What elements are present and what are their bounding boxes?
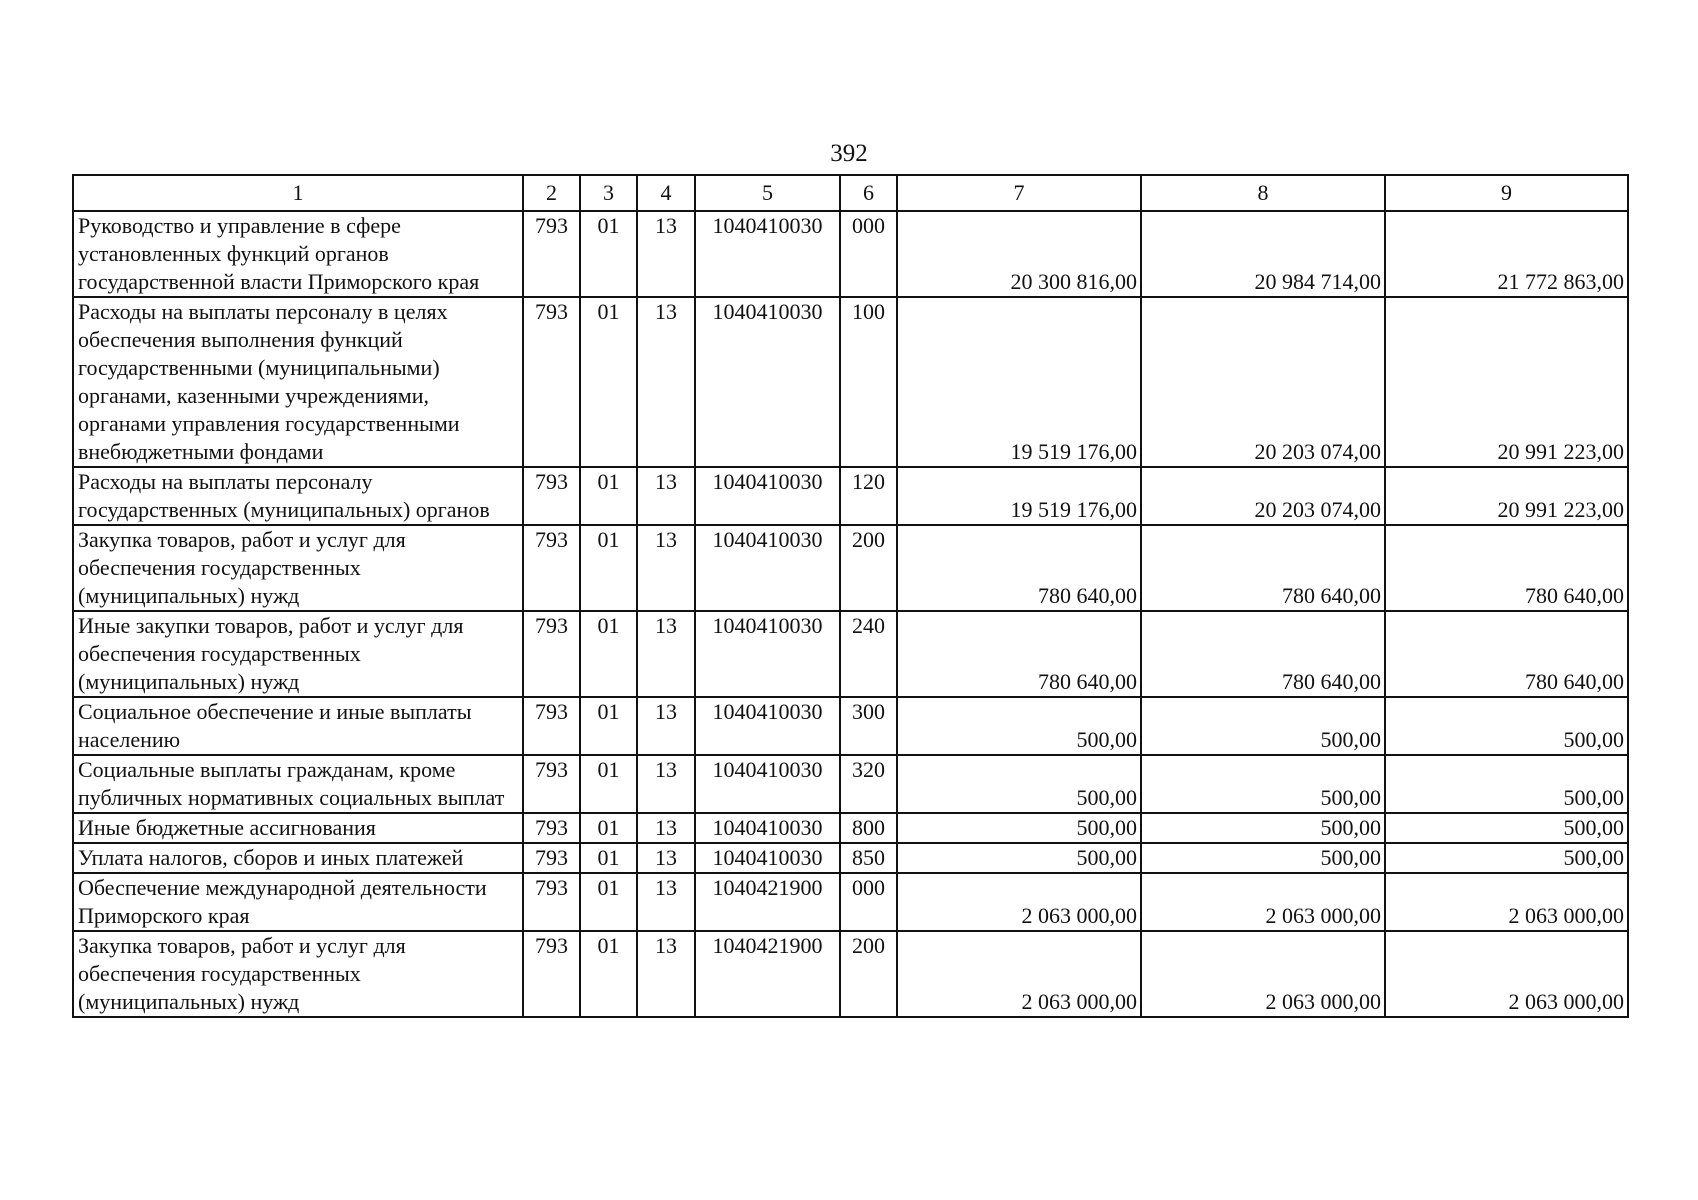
- row-section: 01: [580, 297, 637, 467]
- row-subsection: 13: [637, 611, 695, 697]
- page-number: 392: [830, 140, 868, 167]
- row-code: 793: [523, 611, 580, 697]
- row-subsection: 13: [637, 525, 695, 611]
- budget-table: [72, 174, 1629, 1018]
- row-code: 793: [523, 211, 580, 297]
- row-expense-type: 200: [840, 931, 897, 1017]
- row-section: 01: [580, 525, 637, 611]
- row-amount-col7: 19 519 176,00: [897, 467, 1141, 525]
- table-row: [73, 813, 1628, 843]
- row-section: 01: [580, 697, 637, 755]
- row-target-article: 1040410030: [695, 843, 840, 873]
- row-amount-col9: 20 991 223,00: [1385, 467, 1628, 525]
- table-row: [73, 843, 1628, 873]
- row-description: Социальное обеспечение и иные выплаты населению: [73, 697, 523, 755]
- table-row: [73, 755, 1628, 813]
- row-subsection: 13: [637, 697, 695, 755]
- column-header: 3: [580, 175, 637, 211]
- row-section: 01: [580, 467, 637, 525]
- row-amount-col9: 2 063 000,00: [1385, 931, 1628, 1017]
- row-description: Закупка товаров, работ и услуг для обеспечения государственных (муниципальных) нужд: [73, 525, 523, 611]
- row-description: Обеспечение международной деятельности Приморского края: [73, 873, 523, 931]
- table-row: [73, 873, 1628, 931]
- header-row: [73, 175, 1628, 211]
- row-code: 793: [523, 697, 580, 755]
- row-code: 793: [523, 813, 580, 843]
- row-subsection: 13: [637, 211, 695, 297]
- row-target-article: 1040410030: [695, 755, 840, 813]
- column-header: 2: [523, 175, 580, 211]
- table-row: [73, 697, 1628, 755]
- row-description: Руководство и управление в сфере установленных функций органов государственной власти Приморского края: [73, 211, 523, 297]
- row-expense-type: 850: [840, 843, 897, 873]
- row-target-article: 1040410030: [695, 297, 840, 467]
- row-amount-col7: 500,00: [897, 755, 1141, 813]
- row-amount-col8: 20 984 714,00: [1141, 211, 1385, 297]
- row-target-article: 1040421900: [695, 931, 840, 1017]
- row-amount-col9: 20 991 223,00: [1385, 297, 1628, 467]
- row-section: 01: [580, 873, 637, 931]
- row-description: Расходы на выплаты персоналу в целях обеспечения выполнения функций государственными (муниципальными) органами, казенными учреждениями, органами управления государственными внебюджетными фондами: [73, 297, 523, 467]
- row-subsection: 13: [637, 297, 695, 467]
- table-body: [73, 211, 1628, 1017]
- row-amount-col9: 21 772 863,00: [1385, 211, 1628, 297]
- table-row: [73, 467, 1628, 525]
- row-amount-col8: 20 203 074,00: [1141, 297, 1385, 467]
- row-amount-col9: 2 063 000,00: [1385, 873, 1628, 931]
- row-subsection: 13: [637, 755, 695, 813]
- row-amount-col8: 500,00: [1141, 813, 1385, 843]
- row-expense-type: 100: [840, 297, 897, 467]
- row-amount-col8: 500,00: [1141, 843, 1385, 873]
- row-target-article: 1040410030: [695, 611, 840, 697]
- row-amount-col9: 500,00: [1385, 697, 1628, 755]
- row-description: Уплата налогов, сборов и иных платежей: [73, 843, 523, 873]
- row-code: 793: [523, 931, 580, 1017]
- column-header: 1: [73, 175, 523, 211]
- row-expense-type: 300: [840, 697, 897, 755]
- row-code: 793: [523, 755, 580, 813]
- row-subsection: 13: [637, 813, 695, 843]
- row-description: Закупка товаров, работ и услуг для обеспечения государственных (муниципальных) нужд: [73, 931, 523, 1017]
- row-amount-col9: 500,00: [1385, 813, 1628, 843]
- row-description: Иные закупки товаров, работ и услуг для обеспечения государственных (муниципальных) нужд: [73, 611, 523, 697]
- row-subsection: 13: [637, 873, 695, 931]
- row-target-article: 1040410030: [695, 211, 840, 297]
- row-amount-col9: 500,00: [1385, 843, 1628, 873]
- row-subsection: 13: [637, 931, 695, 1017]
- row-target-article: 1040410030: [695, 697, 840, 755]
- row-amount-col7: 19 519 176,00: [897, 297, 1141, 467]
- row-amount-col8: 500,00: [1141, 697, 1385, 755]
- row-subsection: 13: [637, 843, 695, 873]
- row-target-article: 1040410030: [695, 525, 840, 611]
- row-section: 01: [580, 211, 637, 297]
- column-header: 4: [637, 175, 695, 211]
- column-header: 9: [1385, 175, 1628, 211]
- table-row: [73, 931, 1628, 1017]
- row-code: 793: [523, 525, 580, 611]
- row-description: Социальные выплаты гражданам, кроме публичных нормативных социальных выплат: [73, 755, 523, 813]
- row-amount-col8: 2 063 000,00: [1141, 873, 1385, 931]
- row-expense-type: 200: [840, 525, 897, 611]
- row-amount-col8: 780 640,00: [1141, 525, 1385, 611]
- row-amount-col7: 2 063 000,00: [897, 931, 1141, 1017]
- row-section: 01: [580, 611, 637, 697]
- column-header: 6: [840, 175, 897, 211]
- row-expense-type: 000: [840, 211, 897, 297]
- column-header: 5: [695, 175, 840, 211]
- row-amount-col7: 500,00: [897, 843, 1141, 873]
- row-expense-type: 320: [840, 755, 897, 813]
- row-amount-col9: 780 640,00: [1385, 525, 1628, 611]
- row-description: Иные бюджетные ассигнования: [73, 813, 523, 843]
- row-target-article: 1040410030: [695, 467, 840, 525]
- row-target-article: 1040410030: [695, 813, 840, 843]
- column-header: 7: [897, 175, 1141, 211]
- row-target-article: 1040421900: [695, 873, 840, 931]
- row-amount-col7: 2 063 000,00: [897, 873, 1141, 931]
- row-section: 01: [580, 931, 637, 1017]
- table-row: [73, 211, 1628, 297]
- row-amount-col8: 20 203 074,00: [1141, 467, 1385, 525]
- row-section: 01: [580, 813, 637, 843]
- row-amount-col7: 500,00: [897, 697, 1141, 755]
- table-row: [73, 297, 1628, 467]
- row-description: Расходы на выплаты персоналу государственных (муниципальных) органов: [73, 467, 523, 525]
- row-expense-type: 120: [840, 467, 897, 525]
- row-code: 793: [523, 843, 580, 873]
- row-amount-col9: 500,00: [1385, 755, 1628, 813]
- row-amount-col7: 20 300 816,00: [897, 211, 1141, 297]
- table-row: [73, 611, 1628, 697]
- row-amount-col8: 2 063 000,00: [1141, 931, 1385, 1017]
- row-amount-col7: 500,00: [897, 813, 1141, 843]
- row-expense-type: 000: [840, 873, 897, 931]
- table-row: [73, 525, 1628, 611]
- row-subsection: 13: [637, 467, 695, 525]
- row-code: 793: [523, 873, 580, 931]
- row-section: 01: [580, 843, 637, 873]
- row-amount-col8: 500,00: [1141, 755, 1385, 813]
- column-header: 8: [1141, 175, 1385, 211]
- row-amount-col7: 780 640,00: [897, 525, 1141, 611]
- row-amount-col7: 780 640,00: [897, 611, 1141, 697]
- row-expense-type: 240: [840, 611, 897, 697]
- row-code: 793: [523, 467, 580, 525]
- row-amount-col9: 780 640,00: [1385, 611, 1628, 697]
- row-code: 793: [523, 297, 580, 467]
- row-amount-col8: 780 640,00: [1141, 611, 1385, 697]
- row-section: 01: [580, 755, 637, 813]
- row-expense-type: 800: [840, 813, 897, 843]
